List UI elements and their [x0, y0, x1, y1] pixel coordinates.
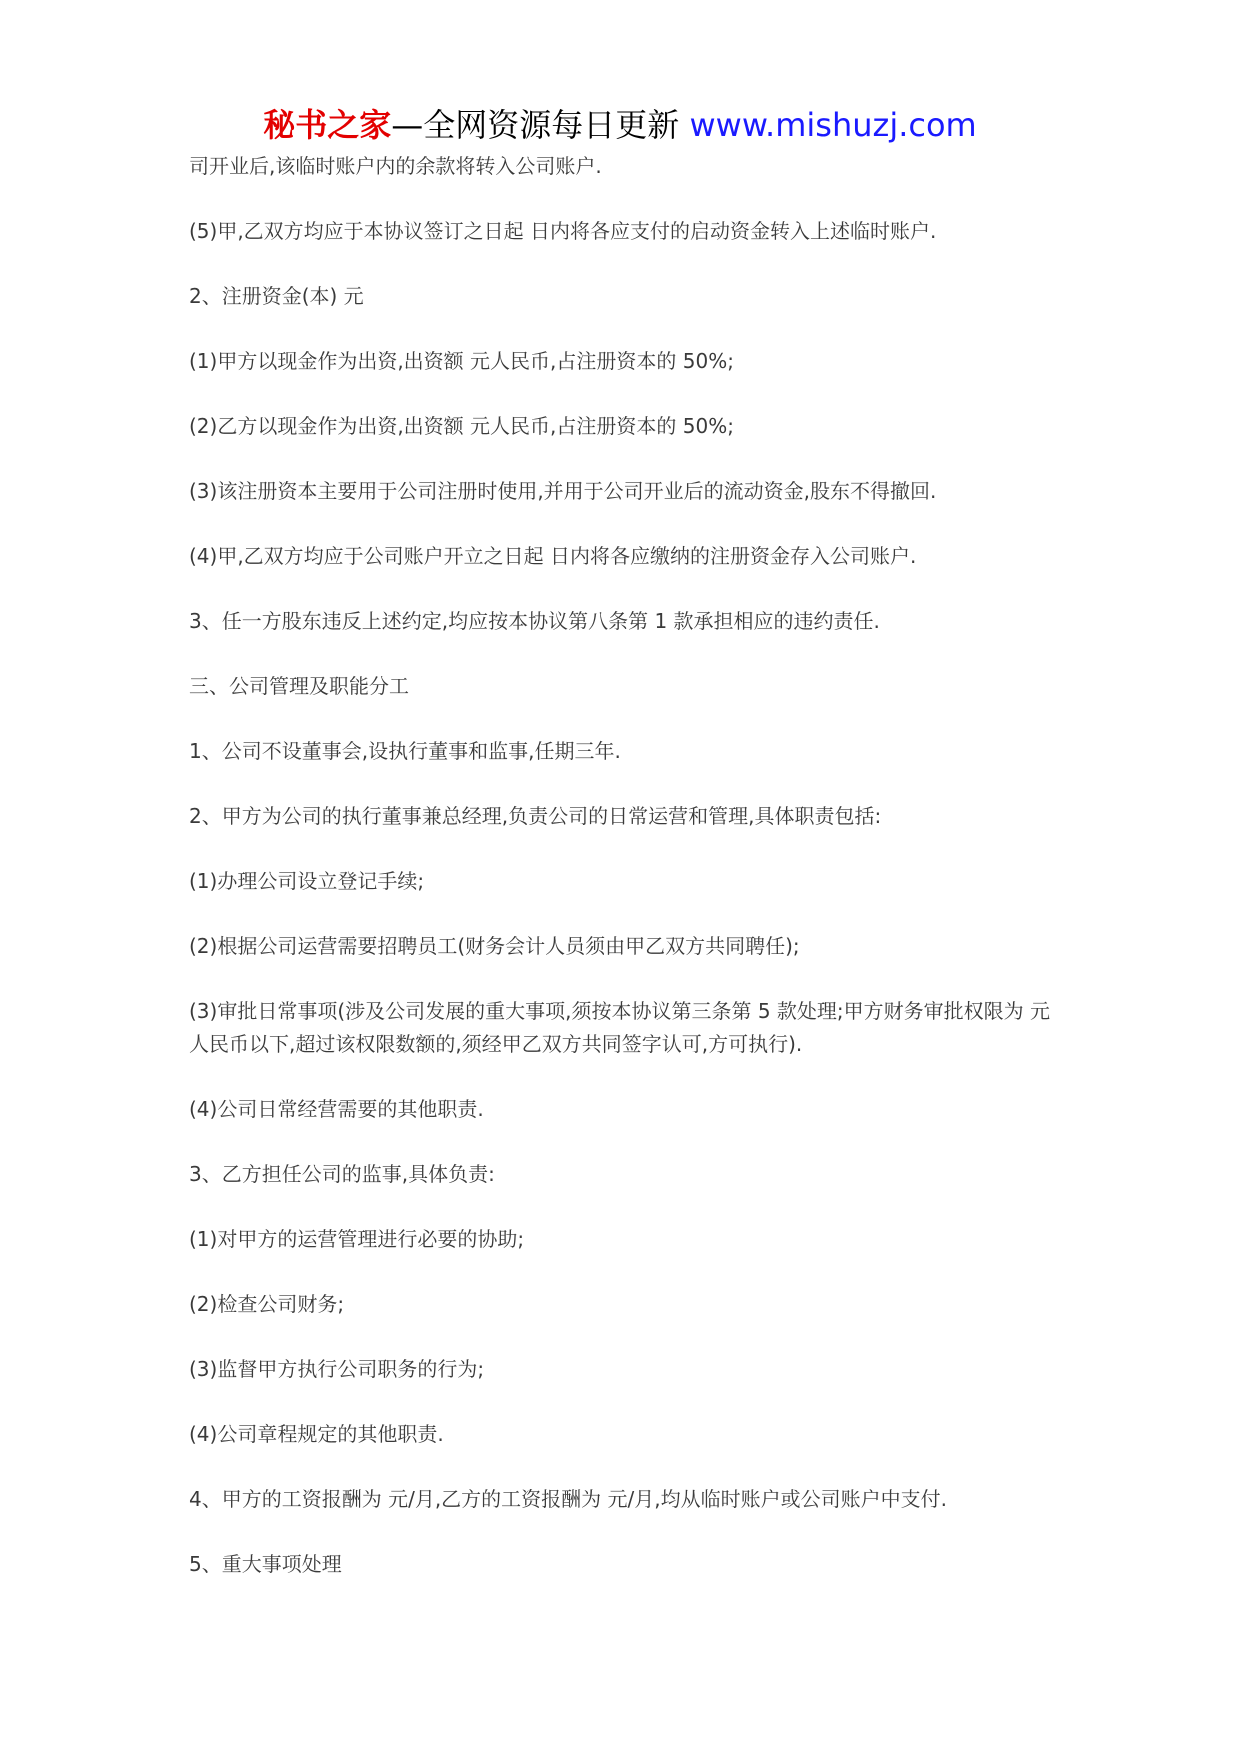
paragraph: (2)根据公司运营需要招聘员工(财务会计人员须由甲乙双方共同聘任); — [189, 934, 800, 958]
paragraph: (3)该注册资本主要用于公司注册时使用,并用于公司开业后的流动资金,股东不得撤回. — [189, 479, 937, 503]
paragraph: (1)对甲方的运营管理进行必要的协助; — [189, 1227, 525, 1251]
section-heading: 5、重大事项处理 — [189, 1552, 342, 1576]
paragraph: 1、公司不设董事会,设执行董事和监事,任期三年. — [189, 739, 621, 763]
paragraph: 司开业后,该临时账户内的余款将转入公司账户. — [189, 154, 602, 178]
page-header — [0, 100, 1240, 150]
paragraph: 3、任一方股东违反上述约定,均应按本协议第八条第 1 款承担相应的违约责任. — [189, 609, 880, 633]
paragraph: (3)审批日常事项(涉及公司发展的重大事项,须按本协议第三条第 5 款处理;甲方财务审批权限为 元人民币以下,超过该权限数额的,须经甲乙双方共同签字认可,方可执行). — [189, 999, 1051, 1056]
paragraph: (4)公司日常经营需要的其他职责. — [189, 1097, 484, 1121]
brand-name: 秘书之家 — [263, 106, 392, 144]
paragraph: (3)监督甲方执行公司职务的行为; — [189, 1357, 485, 1381]
paragraph: 3、乙方担任公司的监事,具体负责: — [189, 1162, 495, 1186]
paragraph: 4、甲方的工资报酬为 元/月,乙方的工资报酬为 元/月,均从临时账户或公司账户中支付. — [189, 1487, 947, 1511]
paragraph: (4)公司章程规定的其他职责. — [189, 1422, 444, 1446]
paragraph: 2、甲方为公司的执行董事兼总经理,负责公司的日常运营和管理,具体职责包括: — [189, 804, 882, 828]
section-heading: 2、注册资金(本) 元 — [189, 284, 364, 308]
paragraph: (5)甲,乙双方均应于本协议签订之日起 日内将各应支付的启动资金转入上述临时账户. — [189, 219, 937, 243]
paragraph: (2)乙方以现金作为出资,出资额 元人民币,占注册资本的 50%; — [189, 414, 734, 438]
header-slogan: —全网资源每日更新 — [391, 106, 690, 144]
website-url[interactable]: www.mishuzj.com — [689, 106, 977, 144]
paragraph: (2)检查公司财务; — [189, 1292, 345, 1316]
section-heading: 三、公司管理及职能分工 — [189, 674, 409, 698]
paragraph: (1)甲方以现金作为出资,出资额 元人民币,占注册资本的 50%; — [189, 349, 734, 373]
document-body — [189, 150, 1069, 1613]
paragraph: (1)办理公司设立登记手续; — [189, 869, 425, 893]
paragraph: (4)甲,乙双方均应于公司账户开立之日起 日内将各应缴纳的注册资金存入公司账户. — [189, 544, 917, 568]
